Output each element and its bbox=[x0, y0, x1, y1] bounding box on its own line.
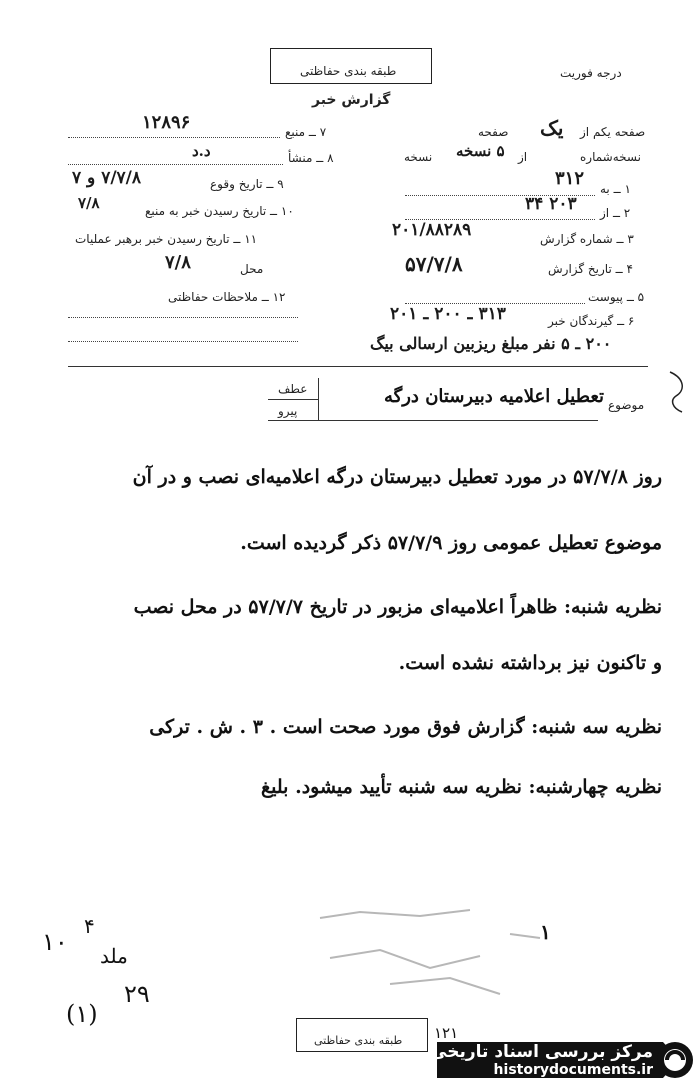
margin-note-5: (۱) bbox=[66, 1000, 98, 1028]
body-line-5: نظریه سه شنبه: گزارش فوق مورد صحت است . ۳ . ش . ترکی bbox=[149, 716, 662, 738]
margin-note-3: ملد bbox=[100, 944, 128, 968]
margin-hook-icon bbox=[666, 368, 690, 416]
page-count-suffix: صفحه bbox=[478, 125, 509, 139]
recipients-label: ۶ ــ گیرندگان خبر bbox=[548, 314, 635, 328]
field-to-label: ۱ ــ به bbox=[600, 182, 631, 196]
report-date-label: ۴ ــ تاریخ گزارش bbox=[548, 262, 633, 276]
body-line-4: و تاکنون نیز برداشته نشده است. bbox=[398, 652, 662, 674]
field-to-value: ۳۱۲ bbox=[555, 168, 585, 189]
origin-value: د.د bbox=[192, 142, 211, 160]
received-by-leader-label: ۱۱ ــ تاریخ رسیدن خبر برهبر عملیات bbox=[75, 232, 258, 246]
priority-label: درجه فوریت bbox=[560, 66, 622, 80]
page-count-value: یک bbox=[540, 116, 564, 140]
security-notes-label: ۱۲ ــ ملاحظات حفاظتی bbox=[168, 290, 286, 304]
recipients-note: ۲۰۰ ـ ۵ نفر مبلغ ریزبین ارسالی بیگ bbox=[370, 334, 612, 353]
copy-number-label: نسخه‌شماره bbox=[580, 150, 641, 164]
watermark-url: historydocuments.ir bbox=[493, 1062, 653, 1078]
source-label: ۷ ــ منبع bbox=[285, 125, 327, 139]
event-date-label: ۹ ــ تاریخ وقوع bbox=[210, 177, 284, 191]
peyro-label: پیرو bbox=[278, 404, 298, 418]
body-line-1: روز ۵۷/۷/۸ در مورد تعطیل دبیرستان درگه اعلامیه‌ای نصب و در آن bbox=[132, 466, 662, 488]
subject-label: موضوع bbox=[608, 398, 645, 412]
place-label: محل bbox=[240, 262, 264, 276]
copy-number-suffix: نسخه bbox=[404, 150, 433, 164]
origin-label: ۸ ــ منشأ bbox=[288, 151, 334, 165]
report-date-value: ۵۷/۷/۸ bbox=[405, 252, 463, 276]
body-line-2: موضوع تعطیل عمومی روز ۵۷/۷/۹ ذکر گردیده است. bbox=[240, 532, 662, 554]
origin-line bbox=[68, 164, 283, 165]
margin-note-2: ۴ bbox=[84, 914, 95, 938]
subject-divider bbox=[318, 378, 319, 420]
received-by-source-label: ۱۰ ــ تاریخ رسیدن خبر به منبع bbox=[145, 204, 294, 218]
body-line-6: نظریه چهارشنبه: نظریه سه شنبه تأیید میشود. بلیغ bbox=[261, 776, 662, 798]
report-number-label: ۳ ــ شماره گزارش bbox=[540, 232, 634, 246]
classification-label-bottom: طبقه بندی حفاظتی bbox=[314, 1034, 403, 1047]
received-by-source-value: ۷/۸ bbox=[78, 194, 100, 212]
atf-label: عطف bbox=[278, 382, 308, 396]
subject-value: تعطیل اعلامیه دبیرستان درگه bbox=[384, 386, 605, 407]
place-value: ۷/۸ bbox=[165, 252, 191, 273]
event-date-value: ۷/۷/۸ و ۷ bbox=[72, 168, 141, 188]
attachment-label: ۵ ــ پیوست bbox=[588, 290, 645, 304]
subject-top-divider bbox=[68, 366, 648, 367]
field-from-label: ۲ ــ از bbox=[600, 206, 631, 220]
form-title: گزارش خبر bbox=[312, 92, 391, 108]
footer-page-note: ۱۲۱ bbox=[434, 1024, 459, 1042]
page-count-label: صفحه یکم از bbox=[580, 125, 646, 139]
copy-number-value: ۵ نسخه bbox=[456, 142, 505, 160]
watermark-org: مرکز بررسی اسناد تاریخی bbox=[430, 1042, 653, 1062]
atf-peyro-line bbox=[268, 399, 318, 400]
field-from-value: ۲۰۳ ۳۴ bbox=[525, 194, 577, 214]
security-notes-line-2 bbox=[68, 341, 298, 342]
subject-bottom-divider bbox=[268, 420, 598, 421]
source-line bbox=[68, 137, 280, 138]
copy-number-of: از bbox=[518, 150, 528, 164]
report-number-value: ۲۰۱/۸۸۲۸۹ bbox=[392, 220, 472, 240]
security-notes-line-1 bbox=[68, 317, 298, 318]
margin-note-4: ۲۹ bbox=[124, 980, 150, 1008]
stamp-note: ۱ bbox=[540, 920, 551, 944]
watermark-logo bbox=[423, 1036, 693, 1084]
source-value: ۱۲۸۹۶ bbox=[142, 112, 191, 133]
recipients-value: ۳۱۳ ـ ۲۰۰ ـ ۲۰۱ bbox=[390, 304, 506, 324]
faded-stamp-icon bbox=[300, 898, 560, 1008]
body-line-3: نظریه شنبه: ظاهراً اعلامیه‌ای مزبور در تاریخ ۵۷/۷/۷ در محل نصب bbox=[133, 596, 662, 618]
classification-label-top: طبقه بندی حفاظتی bbox=[300, 64, 397, 78]
margin-note-1: ۱۰ bbox=[42, 928, 68, 956]
